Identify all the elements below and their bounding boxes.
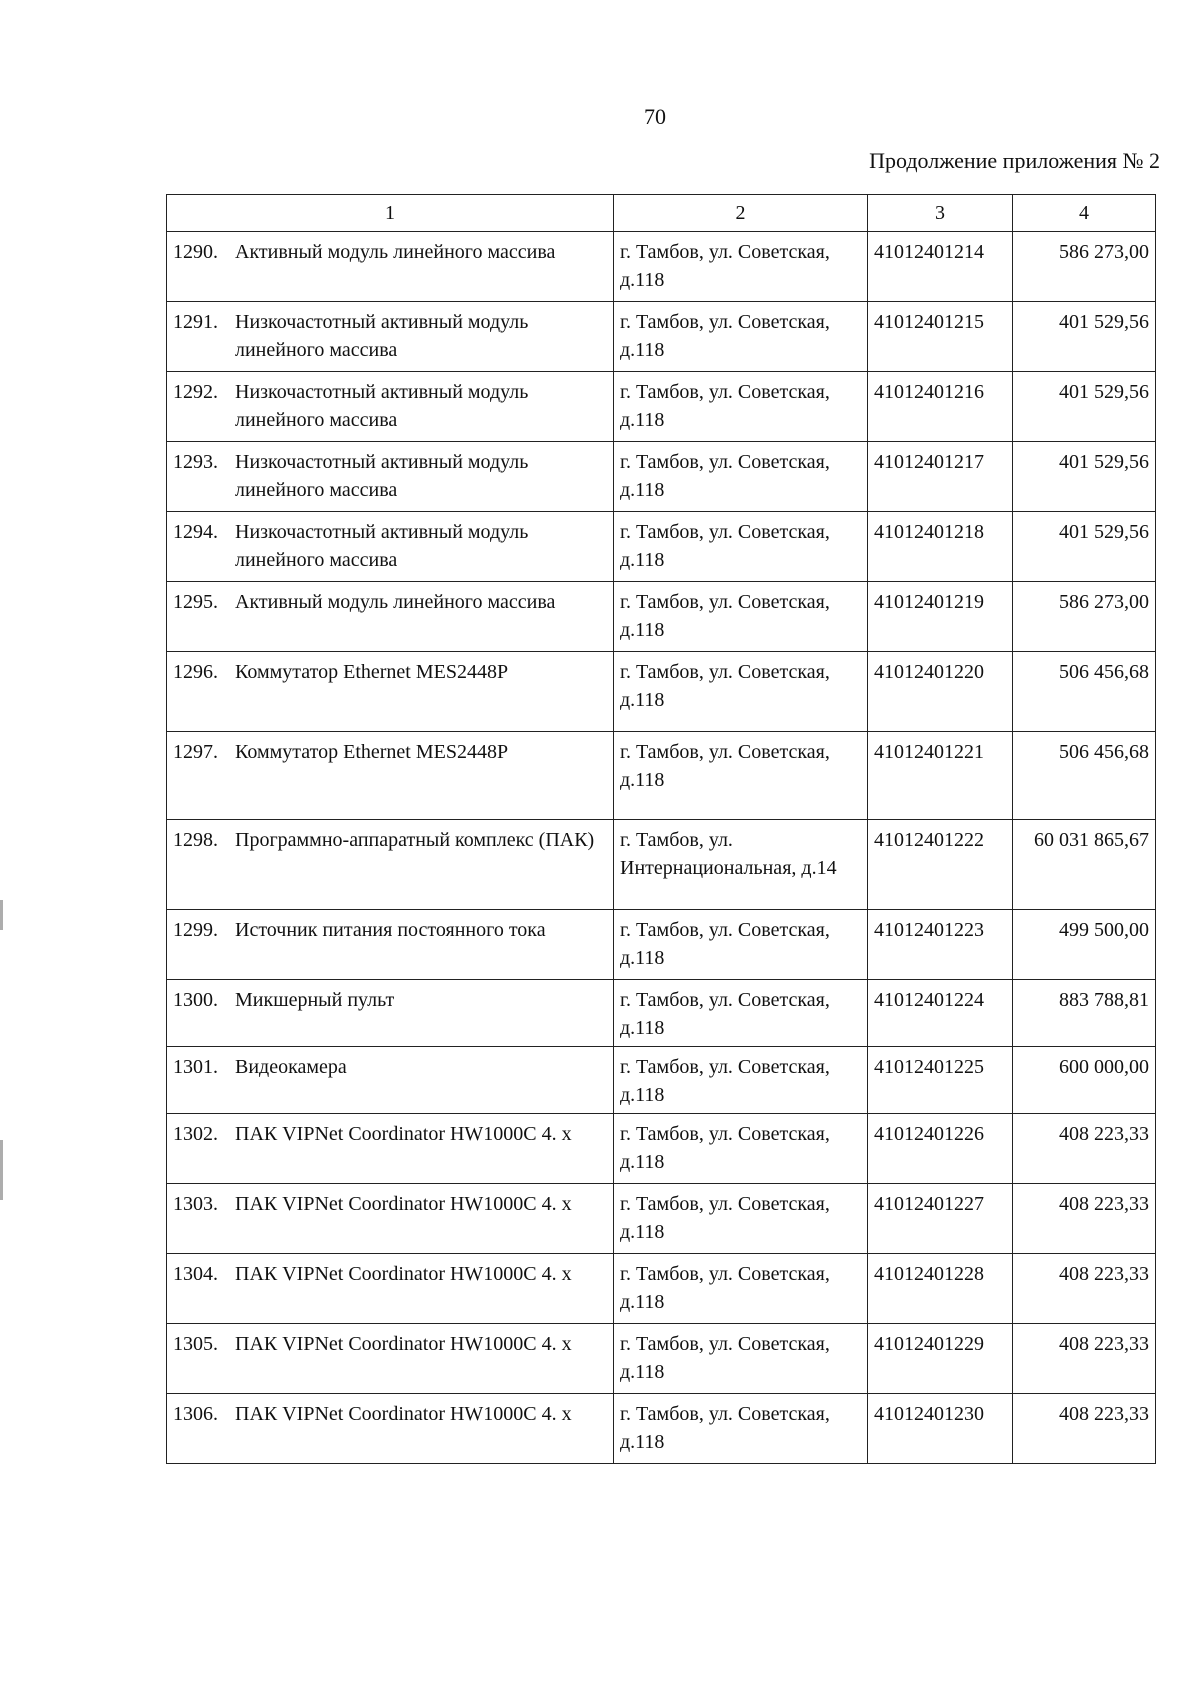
item-number: 1292. xyxy=(173,381,218,403)
table-row xyxy=(167,820,1156,910)
column-header: 3 xyxy=(868,195,1013,232)
value-cell: 586 273,00 xyxy=(1013,232,1156,302)
item-number: 1300. xyxy=(173,989,218,1011)
item-cell xyxy=(167,820,614,910)
item-name: ПАК VIPNet Coordinator HW1000C 4. x xyxy=(235,1333,572,1355)
inventory-number-cell: 41012401217 xyxy=(868,442,1013,512)
item-cell xyxy=(167,1394,614,1464)
item-cell xyxy=(167,512,614,582)
inventory-number-cell: 41012401222 xyxy=(868,820,1013,910)
item-cell xyxy=(167,1254,614,1324)
address-cell: г. Тамбов, ул. Советская, д.118 xyxy=(614,232,868,302)
table-row xyxy=(167,980,1156,1047)
address-cell: г. Тамбов, ул. Советская, д.118 xyxy=(614,1184,868,1254)
value-cell: 401 529,56 xyxy=(1013,442,1156,512)
property-table xyxy=(166,194,1156,1464)
table-row xyxy=(167,302,1156,372)
item-cell xyxy=(167,1184,614,1254)
item-cell xyxy=(167,232,614,302)
table-row xyxy=(167,1114,1156,1184)
value-cell: 408 223,33 xyxy=(1013,1114,1156,1184)
table-row xyxy=(167,1254,1156,1324)
inventory-number-cell: 41012401216 xyxy=(868,372,1013,442)
value-cell: 401 529,56 xyxy=(1013,512,1156,582)
item-name: Видеокамера xyxy=(235,1056,347,1078)
column-header: 1 xyxy=(167,195,614,232)
value-cell: 499 500,00 xyxy=(1013,910,1156,980)
inventory-number-cell: 41012401223 xyxy=(868,910,1013,980)
address-cell: г. Тамбов, ул. Советская, д.118 xyxy=(614,980,868,1047)
inventory-number-cell: 41012401229 xyxy=(868,1324,1013,1394)
item-number: 1296. xyxy=(173,661,218,683)
address-cell: г. Тамбов, ул. Советская, д.118 xyxy=(614,1394,868,1464)
scan-edge-mark xyxy=(0,900,3,930)
item-cell xyxy=(167,1324,614,1394)
address-cell: г. Тамбов, ул. Советская, д.118 xyxy=(614,1047,868,1114)
inventory-number-cell: 41012401220 xyxy=(868,652,1013,732)
item-number: 1303. xyxy=(173,1193,218,1215)
value-cell: 408 223,33 xyxy=(1013,1254,1156,1324)
item-name: ПАК VIPNet Coordinator HW1000C 4. x xyxy=(235,1263,572,1285)
item-name: Программно-аппаратный комплекс (ПАК) xyxy=(235,829,595,851)
item-number: 1293. xyxy=(173,451,218,473)
item-number: 1301. xyxy=(173,1056,218,1078)
address-cell: г. Тамбов, ул. Советская, д.118 xyxy=(614,652,868,732)
item-number: 1298. xyxy=(173,829,218,851)
address-cell: г. Тамбов, ул. Советская, д.118 xyxy=(614,302,868,372)
item-name: Низкочастотный активный модуль линейного массива xyxy=(235,521,529,571)
item-name: Низкочастотный активный модуль линейного массива xyxy=(235,451,529,501)
value-cell: 600 000,00 xyxy=(1013,1047,1156,1114)
item-cell xyxy=(167,980,614,1047)
inventory-number-cell: 41012401218 xyxy=(868,512,1013,582)
item-number: 1297. xyxy=(173,741,218,763)
table-row xyxy=(167,442,1156,512)
item-cell xyxy=(167,442,614,512)
item-number: 1302. xyxy=(173,1123,218,1145)
item-name: Низкочастотный активный модуль линейного массива xyxy=(235,311,529,361)
table-row xyxy=(167,1324,1156,1394)
continuation-caption: Продолжение приложения № 2 xyxy=(869,148,1160,173)
inventory-number-cell: 41012401219 xyxy=(868,582,1013,652)
value-cell: 408 223,33 xyxy=(1013,1184,1156,1254)
value-cell: 401 529,56 xyxy=(1013,372,1156,442)
item-name: Источник питания постоянного тока xyxy=(235,919,546,941)
item-name: Активный модуль линейного массива xyxy=(235,241,556,263)
value-cell: 506 456,68 xyxy=(1013,732,1156,820)
column-header: 2 xyxy=(614,195,868,232)
item-name: Коммутатор Ethernet MES2448P xyxy=(235,741,509,763)
value-cell: 883 788,81 xyxy=(1013,980,1156,1047)
table-row xyxy=(167,372,1156,442)
item-name: Активный модуль линейного массива xyxy=(235,591,556,613)
address-cell: г. Тамбов, ул. Советская, д.118 xyxy=(614,582,868,652)
inventory-number-cell: 41012401215 xyxy=(868,302,1013,372)
item-name: ПАК VIPNet Coordinator HW1000C 4. x xyxy=(235,1403,572,1425)
item-name: Микшерный пульт xyxy=(235,989,395,1011)
table-row xyxy=(167,732,1156,820)
item-cell xyxy=(167,582,614,652)
table-row xyxy=(167,652,1156,732)
header-row xyxy=(167,195,1156,232)
item-cell xyxy=(167,652,614,732)
value-cell: 408 223,33 xyxy=(1013,1324,1156,1394)
value-cell: 586 273,00 xyxy=(1013,582,1156,652)
table-row xyxy=(167,1047,1156,1114)
item-cell xyxy=(167,372,614,442)
item-number: 1291. xyxy=(173,311,218,333)
address-cell: г. Тамбов, ул. Советская, д.118 xyxy=(614,442,868,512)
item-name: ПАК VIPNet Coordinator HW1000C 4. x xyxy=(235,1193,572,1215)
item-number: 1295. xyxy=(173,591,218,613)
inventory-number-cell: 41012401226 xyxy=(868,1114,1013,1184)
item-number: 1305. xyxy=(173,1333,218,1355)
address-cell: г. Тамбов, ул. Советская, д.118 xyxy=(614,732,868,820)
item-cell xyxy=(167,1114,614,1184)
table-row xyxy=(167,582,1156,652)
item-cell xyxy=(167,732,614,820)
address-cell: г. Тамбов, ул. Советская, д.118 xyxy=(614,1114,868,1184)
item-number: 1306. xyxy=(173,1403,218,1425)
column-header: 4 xyxy=(1013,195,1156,232)
item-number: 1290. xyxy=(173,241,218,263)
address-cell: г. Тамбов, ул. Советская, д.118 xyxy=(614,512,868,582)
item-number: 1299. xyxy=(173,919,218,941)
item-name: ПАК VIPNet Coordinator HW1000C 4. x xyxy=(235,1123,572,1145)
item-number: 1304. xyxy=(173,1263,218,1285)
table-row xyxy=(167,1394,1156,1464)
item-name: Низкочастотный активный модуль линейного массива xyxy=(235,381,529,431)
page-number: 70 xyxy=(644,104,666,129)
item-number: 1294. xyxy=(173,521,218,543)
address-cell: г. Тамбов, ул. Советская, д.118 xyxy=(614,1254,868,1324)
inventory-number-cell: 41012401228 xyxy=(868,1254,1013,1324)
value-cell: 506 456,68 xyxy=(1013,652,1156,732)
item-cell xyxy=(167,910,614,980)
table-row xyxy=(167,1184,1156,1254)
inventory-number-cell: 41012401230 xyxy=(868,1394,1013,1464)
item-name: Коммутатор Ethernet MES2448P xyxy=(235,661,509,683)
table-row xyxy=(167,910,1156,980)
value-cell: 408 223,33 xyxy=(1013,1394,1156,1464)
address-cell: г. Тамбов, ул. Советская, д.118 xyxy=(614,1324,868,1394)
address-cell: г. Тамбов, ул. Интернациональная, д.14 xyxy=(614,820,868,910)
inventory-number-cell: 41012401214 xyxy=(868,232,1013,302)
inventory-number-cell: 41012401221 xyxy=(868,732,1013,820)
value-cell: 60 031 865,67 xyxy=(1013,820,1156,910)
scan-edge-mark xyxy=(0,1140,3,1200)
address-cell: г. Тамбов, ул. Советская, д.118 xyxy=(614,910,868,980)
table-row xyxy=(167,232,1156,302)
inventory-number-cell: 41012401224 xyxy=(868,980,1013,1047)
item-cell xyxy=(167,1047,614,1114)
inventory-number-cell: 41012401227 xyxy=(868,1184,1013,1254)
table-row xyxy=(167,512,1156,582)
inventory-number-cell: 41012401225 xyxy=(868,1047,1013,1114)
address-cell: г. Тамбов, ул. Советская, д.118 xyxy=(614,372,868,442)
item-cell xyxy=(167,302,614,372)
value-cell: 401 529,56 xyxy=(1013,302,1156,372)
